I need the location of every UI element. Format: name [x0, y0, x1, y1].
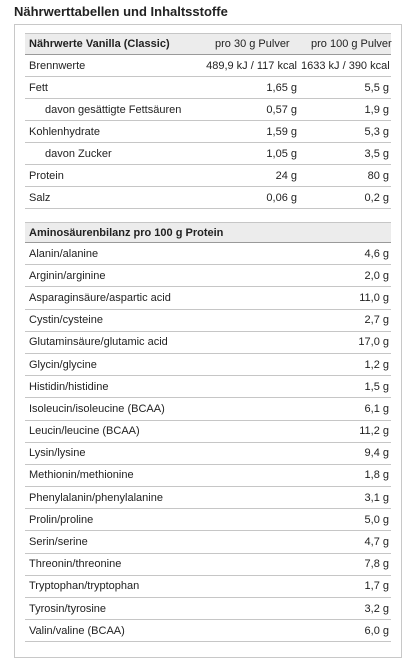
- row-value: 3,1 g: [364, 491, 389, 504]
- nutrition-header-per-serving: pro 30 g Pulver: [215, 38, 290, 50]
- table-row: [25, 165, 391, 187]
- table-row: [25, 265, 391, 287]
- table-row: [25, 143, 391, 165]
- table-row: [25, 576, 391, 598]
- row-per-serving: 489,9 kJ / 117 kcal: [206, 59, 297, 72]
- row-value: 5,0 g: [364, 513, 389, 526]
- row-label: Serin/serine: [29, 536, 88, 549]
- row-per-serving: 1,05 g: [266, 147, 297, 160]
- nutrition-header-row: [25, 33, 391, 55]
- section-spacer: [25, 209, 391, 222]
- row-value: 1,5 g: [364, 380, 389, 393]
- row-label: Leucin/leucine (BCAA): [29, 425, 140, 438]
- row-label: davon Zucker: [45, 147, 112, 160]
- row-value: 6,1 g: [364, 402, 389, 415]
- table-row: [25, 443, 391, 465]
- row-label: Protein: [29, 169, 64, 182]
- row-label: Fett: [29, 81, 48, 94]
- row-label: Brennwerte: [29, 59, 86, 72]
- row-label: Lysin/lysine: [29, 447, 86, 460]
- table-row: [25, 487, 391, 509]
- row-label: Arginin/arginine: [29, 269, 106, 282]
- row-label: Glutaminsäure/glutamic acid: [29, 336, 168, 349]
- row-label: davon gesättigte Fettsäuren: [45, 103, 182, 116]
- row-value: 1,7 g: [364, 580, 389, 593]
- nutrition-header-per-100g: pro 100 g Pulver: [311, 38, 392, 50]
- table-row: [25, 421, 391, 443]
- row-label: Alanin/alanine: [29, 247, 99, 260]
- row-per-100g: 3,5 g: [364, 147, 389, 160]
- table-row: [25, 509, 391, 531]
- row-label: Tryptophan/tryptophan: [29, 580, 140, 593]
- table-row: [25, 598, 391, 620]
- row-value: 4,7 g: [364, 536, 389, 549]
- table-row: [25, 121, 391, 143]
- row-per-100g: 80 g: [367, 169, 389, 182]
- table-row: [25, 465, 391, 487]
- row-label: Prolin/proline: [29, 513, 94, 526]
- row-label: Tyrosin/tyrosine: [29, 602, 107, 615]
- row-label: Histidin/histidine: [29, 380, 109, 393]
- row-value: 3,2 g: [364, 602, 389, 615]
- nutrition-header-name: Nährwerte Vanilla (Classic): [29, 38, 170, 50]
- table-row: [25, 398, 391, 420]
- row-label: Cystin/cysteine: [29, 314, 103, 327]
- row-value: 1,2 g: [364, 358, 389, 371]
- table-row: [25, 310, 391, 332]
- row-value: 17,0 g: [358, 336, 389, 349]
- row-label: Kohlenhydrate: [29, 125, 100, 138]
- amino-header-label: Aminosäurenbilanz pro 100 g Protein: [29, 226, 224, 239]
- row-per-100g: 5,5 g: [364, 81, 389, 94]
- row-label: Isoleucin/isoleucine (BCAA): [29, 402, 165, 415]
- row-per-100g: 1,9 g: [364, 103, 389, 116]
- nutrition-table: [25, 33, 391, 642]
- row-per-serving: 1,65 g: [266, 81, 297, 94]
- row-value: 4,6 g: [364, 247, 389, 260]
- row-per-serving: 0,06 g: [266, 191, 297, 204]
- table-row: [25, 531, 391, 553]
- row-value: 11,0 g: [359, 291, 389, 304]
- table-row: [25, 620, 391, 642]
- table-row: [25, 187, 391, 209]
- row-per-serving: 1,59 g: [266, 125, 297, 138]
- row-per-serving: 0,57 g: [266, 103, 297, 116]
- table-row: [25, 287, 391, 309]
- table-row: [25, 55, 391, 77]
- row-value: 1,8 g: [364, 469, 389, 482]
- row-value: 7,8 g: [364, 558, 389, 571]
- page-title: Nährwerttabellen und Inhaltsstoffe: [14, 4, 228, 19]
- row-per-100g: 1633 kJ / 390 kcal: [301, 59, 390, 72]
- row-value: 2,7 g: [364, 314, 389, 327]
- row-label: Salz: [29, 191, 51, 204]
- table-row: [25, 99, 391, 121]
- table-row: [25, 332, 391, 354]
- row-value: 11,2 g: [359, 425, 389, 438]
- table-row: [25, 354, 391, 376]
- table-row: [25, 554, 391, 576]
- table-row: [25, 243, 391, 265]
- nutrition-card: [14, 24, 402, 658]
- row-value: 6,0 g: [364, 624, 389, 637]
- table-row: [25, 376, 391, 398]
- row-per-100g: 0,2 g: [364, 191, 389, 204]
- row-per-100g: 5,3 g: [364, 125, 389, 138]
- table-row: [25, 77, 391, 99]
- row-value: 2,0 g: [364, 269, 389, 282]
- row-label: Glycin/glycine: [29, 358, 97, 371]
- row-label: Methionin/methionine: [29, 469, 134, 482]
- row-label: Threonin/threonine: [29, 558, 122, 571]
- row-label: Valin/valine (BCAA): [29, 624, 125, 637]
- amino-header-row: [25, 222, 391, 243]
- row-label: Phenylalanin/phenylalanine: [29, 491, 163, 504]
- row-value: 9,4 g: [364, 447, 389, 460]
- row-label: Asparaginsäure/aspartic acid: [29, 291, 171, 304]
- row-per-serving: 24 g: [275, 169, 297, 182]
